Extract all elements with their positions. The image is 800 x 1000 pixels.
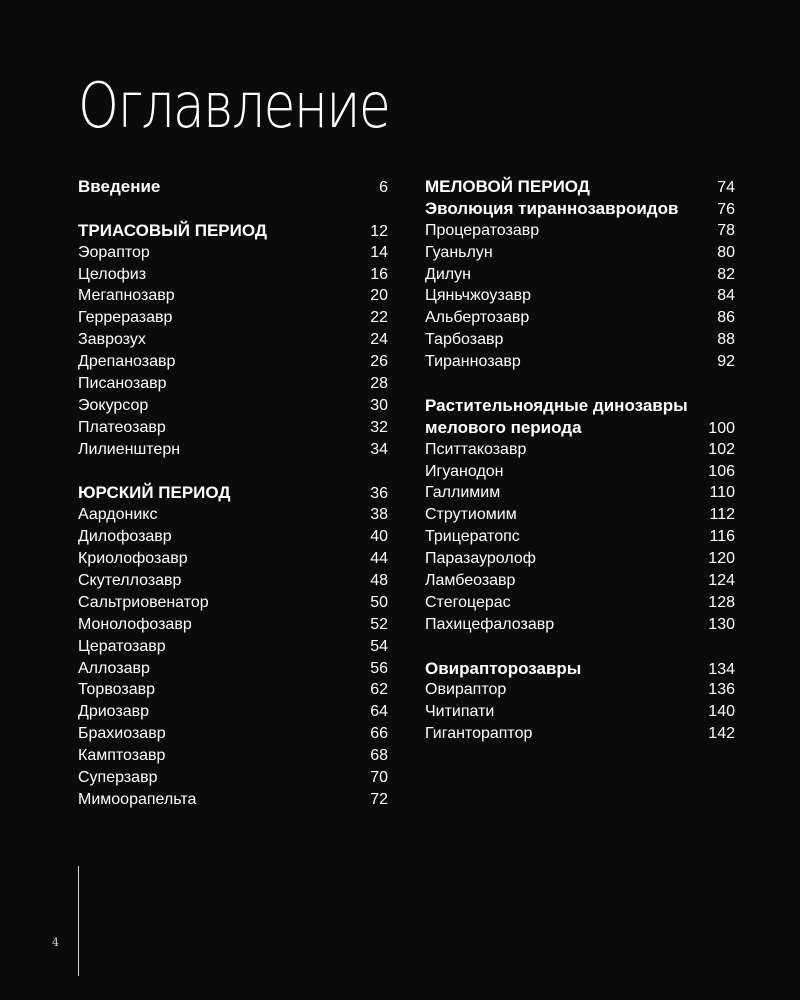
- toc-entry-page: 82: [717, 265, 735, 283]
- toc-entry[interactable]: [78, 570, 388, 592]
- toc-entry-label: Паразауролоф: [425, 550, 536, 568]
- toc-entry-page: 134: [708, 660, 735, 678]
- toc-entry-label: Овираптор: [425, 681, 507, 699]
- toc-entry-label: Мегапнозавр: [78, 287, 175, 305]
- toc-entry-label: Дилун: [425, 265, 471, 283]
- toc-entry-label: Мимоорапельта: [78, 790, 197, 808]
- toc-entry-page: 78: [717, 221, 735, 239]
- toc-entry-page: 54: [370, 637, 388, 655]
- toc-entry[interactable]: [425, 351, 735, 373]
- toc-entry-page: 84: [717, 287, 735, 305]
- toc-entry-label: Овирапторозавры: [425, 658, 582, 678]
- toc-section-heading[interactable]: [425, 198, 735, 220]
- toc-right-column: [425, 176, 735, 745]
- toc-entry-page: 20: [370, 287, 388, 305]
- toc-entry[interactable]: [425, 482, 735, 504]
- toc-entry-label: Галлимим: [425, 484, 501, 502]
- toc-entry-page: 76: [717, 200, 735, 218]
- toc-entry-page: 80: [717, 243, 735, 261]
- toc-entry-page: 128: [708, 593, 735, 611]
- toc-entry-label: Целофиз: [78, 265, 147, 283]
- toc-entry-page: 52: [370, 615, 388, 633]
- toc-entry[interactable]: [78, 264, 388, 286]
- toc-entry-page: 120: [708, 550, 735, 568]
- toc-entry[interactable]: [78, 242, 388, 264]
- toc-section-heading[interactable]: [425, 176, 735, 198]
- toc-entry[interactable]: [78, 636, 388, 658]
- toc-entry-page: 48: [370, 572, 388, 590]
- toc-entry-label: Торвозавр: [78, 681, 155, 699]
- toc-entry[interactable]: [425, 570, 735, 592]
- toc-entry[interactable]: [78, 417, 388, 439]
- toc-entry-label: Дрепанозавр: [78, 353, 176, 371]
- toc-entry-page: 102: [708, 440, 735, 458]
- toc-entry[interactable]: [425, 264, 735, 286]
- toc-entry-label: Суперзавр: [78, 769, 158, 787]
- toc-entry-label: Монолофозавр: [78, 615, 192, 633]
- toc-entry[interactable]: [78, 789, 388, 811]
- toc-entry[interactable]: [78, 373, 388, 395]
- toc-entry-label: Цяньчжоузавр: [425, 287, 531, 305]
- toc-entry-page: 50: [370, 593, 388, 611]
- toc-section-heading[interactable]: [78, 176, 388, 198]
- toc-entry-label: Сальтриовенатор: [78, 593, 209, 611]
- toc-entry[interactable]: [425, 548, 735, 570]
- toc-entry-label: Аллозавр: [78, 659, 150, 677]
- toc-entry-label: Писанозавр: [78, 375, 167, 393]
- toc-left-column: [78, 176, 388, 811]
- toc-entry-label: Процератозавр: [425, 221, 540, 239]
- toc-entry-page: 88: [717, 331, 735, 349]
- toc-entry[interactable]: [425, 329, 735, 351]
- toc-entry-page: 64: [370, 703, 388, 721]
- toc-entry-page: 70: [370, 769, 388, 787]
- toc-entry-page: 28: [370, 375, 388, 393]
- toc-entry-label: Растительноядные динозавры: [425, 395, 688, 415]
- toc-entry-label: Скутеллозавр: [78, 572, 182, 590]
- toc-entry[interactable]: [78, 351, 388, 373]
- toc-entry-label: Брахиозавр: [78, 725, 166, 743]
- toc-entry-label: Гигантораптор: [425, 725, 533, 743]
- toc-entry[interactable]: [78, 329, 388, 351]
- toc-entry-page: 56: [370, 659, 388, 677]
- toc-entry[interactable]: [78, 701, 388, 723]
- toc-entry-label: Заврозух: [78, 331, 146, 349]
- toc-entry-page: 30: [370, 396, 388, 414]
- toc-entry-label: ТРИАСОВЫЙ ПЕРИОД: [78, 220, 267, 240]
- toc-section-heading[interactable]: [78, 482, 388, 504]
- toc-entry[interactable]: [78, 614, 388, 636]
- toc-entry-page: 44: [370, 550, 388, 568]
- toc-entry[interactable]: [425, 439, 735, 461]
- toc-entry-page: 72: [370, 790, 388, 808]
- toc-entry[interactable]: [425, 679, 735, 701]
- toc-entry[interactable]: [425, 285, 735, 307]
- toc-entry-page: 38: [370, 506, 388, 524]
- toc-entry-label: Лилиенштерн: [78, 440, 181, 458]
- toc-entry[interactable]: [425, 307, 735, 329]
- toc-entry-label: Герреразавр: [78, 309, 173, 327]
- toc-entry-label: Альбертозавр: [425, 309, 530, 327]
- toc-entry-page: 124: [708, 572, 735, 590]
- toc-entry[interactable]: [425, 504, 735, 526]
- toc-entry[interactable]: [78, 285, 388, 307]
- toc-entry[interactable]: [78, 767, 388, 789]
- toc-entry-label: Аардоникс: [78, 506, 158, 524]
- toc-entry[interactable]: [425, 701, 735, 723]
- toc-entry[interactable]: [425, 592, 735, 614]
- toc-section-heading[interactable]: [425, 417, 735, 439]
- toc-entry-page: 112: [709, 506, 735, 524]
- toc-entry[interactable]: [425, 723, 735, 745]
- toc-entry-page: 68: [370, 747, 388, 765]
- toc-entry[interactable]: [78, 658, 388, 680]
- toc-entry[interactable]: [78, 723, 388, 745]
- toc-entry[interactable]: [78, 548, 388, 570]
- toc-entry[interactable]: [425, 461, 735, 483]
- toc-entry-page: 142: [708, 725, 735, 743]
- toc-entry-label: Введение: [78, 177, 161, 196]
- toc-entry-label: Эволюция тираннозавроидов: [425, 198, 679, 218]
- toc-entry-label: Трицератопс: [425, 528, 520, 546]
- toc-entry-page: 14: [370, 243, 388, 261]
- toc-entry-page: 116: [709, 528, 735, 546]
- toc-entry[interactable]: [425, 242, 735, 264]
- toc-entry-page: 34: [370, 440, 388, 458]
- toc-entry-page: 100: [708, 419, 735, 437]
- toc-entry[interactable]: [78, 526, 388, 548]
- margin-divider: [78, 866, 79, 976]
- page-title: Оглавление: [78, 69, 390, 142]
- toc-entry-label: Дилофозавр: [78, 528, 172, 546]
- toc-entry[interactable]: [78, 307, 388, 329]
- toc-entry-label: Тираннозавр: [425, 353, 521, 371]
- toc-entry-label: Ламбеозавр: [425, 572, 516, 590]
- page-number: 4: [52, 936, 59, 949]
- toc-entry-page: 130: [708, 615, 735, 633]
- toc-entry-page: 140: [708, 703, 735, 721]
- toc-entry-page: 36: [370, 485, 388, 503]
- toc-entry-label: Гуаньлун: [425, 243, 493, 261]
- toc-entry-label: Цератозавр: [78, 637, 166, 655]
- toc-entry[interactable]: [78, 745, 388, 767]
- toc-entry-label: Пситтакозавр: [425, 440, 527, 458]
- toc-entry-page: 110: [709, 484, 735, 502]
- toc-entry[interactable]: [425, 526, 735, 548]
- toc-entry-page: 32: [370, 418, 388, 436]
- toc-entry-page: 22: [370, 309, 388, 327]
- toc-entry-label: Читипати: [425, 703, 495, 721]
- toc-entry[interactable]: [78, 504, 388, 526]
- toc-entry-label: Пахицефалозавр: [425, 615, 555, 633]
- toc-entry-label: ЮРСКИЙ ПЕРИОД: [78, 483, 231, 503]
- toc-entry[interactable]: [78, 592, 388, 614]
- toc-entry-label: мелового периода: [425, 417, 582, 437]
- toc-entry-page: 74: [717, 179, 735, 196]
- toc-entry-page: 40: [370, 528, 388, 546]
- toc-entry-page: 92: [717, 353, 735, 371]
- toc-entry-label: Струтиомим: [425, 506, 517, 524]
- toc-entry-page: 12: [370, 222, 388, 240]
- toc-section-heading[interactable]: [425, 395, 735, 417]
- toc-entry-label: Эораптор: [78, 243, 150, 261]
- toc-entry-page: 62: [370, 681, 388, 699]
- toc-entry-page: 106: [708, 462, 735, 480]
- toc-entry[interactable]: [425, 220, 735, 242]
- toc-entry-label: Эокурсор: [78, 396, 149, 414]
- toc-entry-page: 16: [370, 265, 388, 283]
- toc-entry-page: 136: [708, 681, 735, 699]
- toc-entry-page: 66: [370, 725, 388, 743]
- toc-entry-label: Тарбозавр: [425, 331, 504, 349]
- toc-entry[interactable]: [78, 439, 388, 461]
- toc-entry-label: Платеозавр: [78, 418, 166, 436]
- toc-entry-page: 24: [370, 331, 388, 349]
- toc-entry-label: МЕЛОВОЙ ПЕРИОД: [425, 177, 590, 196]
- toc-entry[interactable]: [78, 395, 388, 417]
- toc-entry-label: Игуанодон: [425, 462, 504, 480]
- toc-entry[interactable]: [78, 679, 388, 701]
- toc-entry-page: 86: [717, 309, 735, 327]
- toc-entry-label: Камптозавр: [78, 747, 166, 765]
- toc-section-heading[interactable]: [78, 220, 388, 242]
- toc-entry-label: Дриозавр: [78, 703, 150, 721]
- toc-section-heading[interactable]: [425, 658, 735, 680]
- toc-entry-label: Стегоцерас: [425, 593, 511, 611]
- toc-entry-label: Криолофозавр: [78, 550, 188, 568]
- toc-entry-page: 26: [370, 353, 388, 371]
- toc-entry-page: 6: [379, 179, 388, 196]
- toc-entry[interactable]: [425, 614, 735, 636]
